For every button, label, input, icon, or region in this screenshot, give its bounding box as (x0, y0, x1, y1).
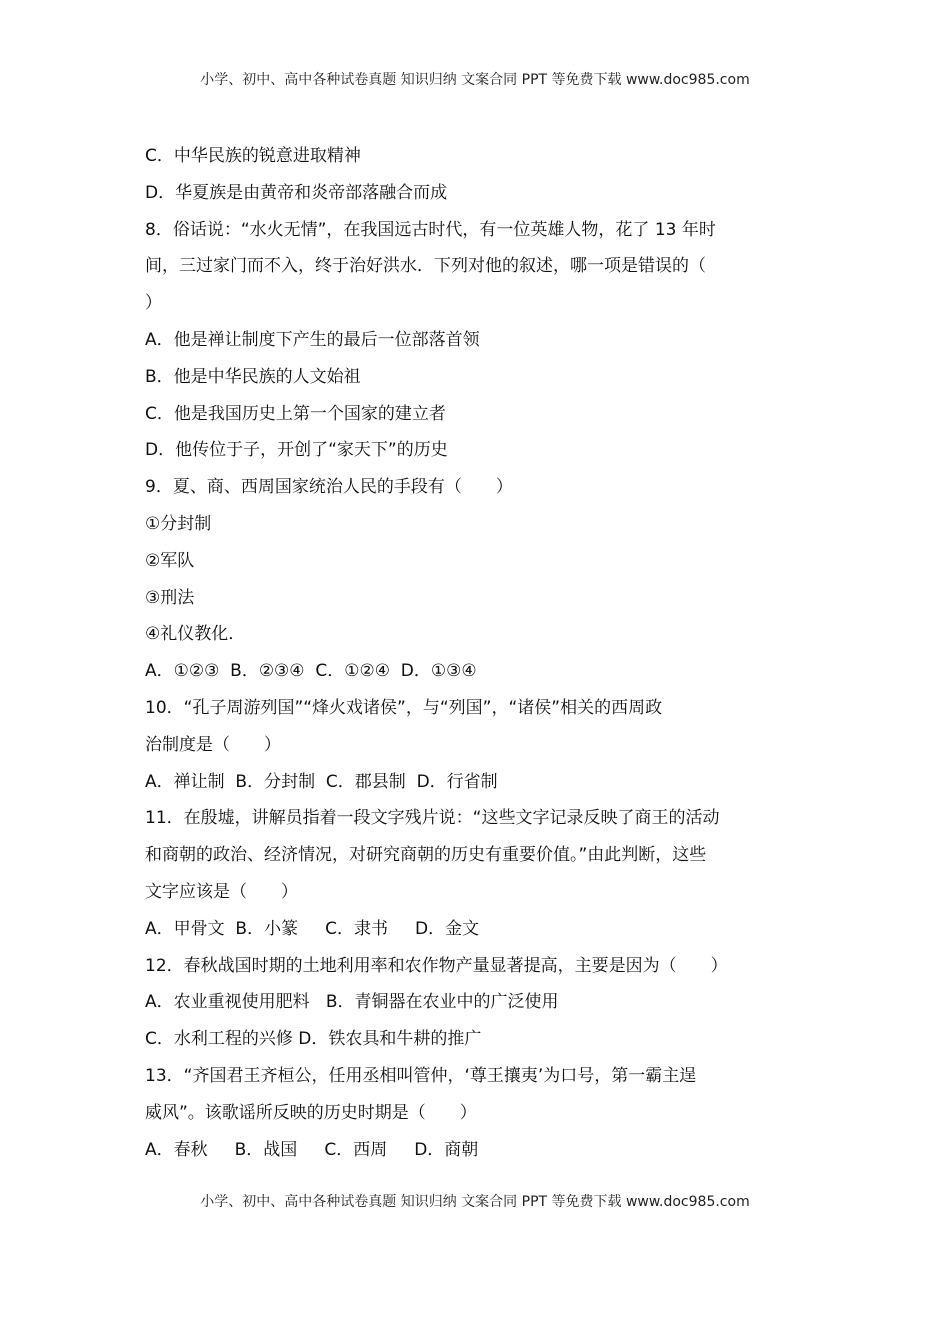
page-footer: 小学、初中、高中各种试卷真题 知识归纳 文案合同 PPT 等免费下载 www.doc985.com (200, 1194, 750, 1210)
question-9-item-2: ②军队 (145, 550, 195, 571)
question-9-options: A．①②③ B．②③④ C．①②④ D．①③④ (145, 661, 477, 682)
question-10-options: A．禅让制 B．分封制 C．郡县制 D．行省制 (145, 771, 498, 792)
question-8-line-1: 8．俗话说：“水火无情”，在我国远古时代，有一位英雄人物，花了 13 年时 (145, 219, 716, 240)
question-10-line-2: 治制度是（ ） (145, 734, 281, 755)
question-9-item-4: ④礼仪教化． (145, 624, 246, 645)
question-8-line-3: ） (145, 293, 162, 314)
document-body (145, 138, 810, 1168)
question-9: 9．夏、商、西周国家统治人民的手段有（ ） (145, 477, 513, 498)
question-11-line-1: 11．在殷墟，讲解员指着一段文字残片说：“这些文字记录反映了商王的活动 (145, 808, 720, 829)
option-7c: C．中华民族的锐意进取精神 (145, 146, 361, 166)
question-12: 12．春秋战国时期的土地利用率和农作物产量显著提高，主要是因为（ ） (145, 955, 728, 976)
option-8a: A．他是禅让制度下产生的最后一位部落首领 (145, 329, 480, 350)
question-11-line-2: 和商朝的政治、经济情况，对研究商朝的历史有重要价值。”由此判断，这些 (145, 845, 707, 866)
question-11-line-3: 文字应该是（ ） (145, 881, 298, 902)
option-8d: D．他传位于子，开创了“家天下”的历史 (145, 440, 448, 461)
question-12-options-ab: A．农业重视使用肥料 B．青铜器在农业中的广泛使用 (145, 992, 559, 1013)
page-header: 小学、初中、高中各种试卷真题 知识归纳 文案合同 PPT 等免费下载 www.doc985.com (200, 72, 750, 88)
option-8c: C．他是我国历史上第一个国家的建立者 (145, 403, 446, 424)
question-13-line-2: 威风”。该歌谣所反映的历史时期是（ ） (145, 1102, 477, 1123)
question-13-line-1: 13．“齐国君王齐桓公，任用丞相叫管仲，‘尊王攘夷’为口号，第一霸主逞 (145, 1065, 697, 1086)
question-10-line-1: 10．“孔子周游列国”“烽火戏诸侯”，与“列国”，“诸侯”相关的西周政 (145, 697, 663, 718)
question-13-options: A．春秋 B．战国 C．西周 D．商朝 (145, 1139, 479, 1160)
question-11-options: A．甲骨文 B．小篆 C．隶书 D．金文 (145, 918, 480, 939)
option-8b: B．他是中华民族的人文始祖 (145, 366, 361, 387)
question-9-item-1: ①分封制 (145, 513, 212, 534)
question-9-item-3: ③刑法 (145, 587, 195, 608)
question-12-options-cd: C．水利工程的兴修 D．铁农具和牛耕的推广 (145, 1029, 482, 1050)
option-7d: D．华夏族是由黄帝和炎帝部落融合而成 (145, 182, 448, 203)
question-8-line-2: 间，三过家门而不入，终于治好洪水．下列对他的叙述，哪一项是错误的（ (145, 256, 706, 277)
